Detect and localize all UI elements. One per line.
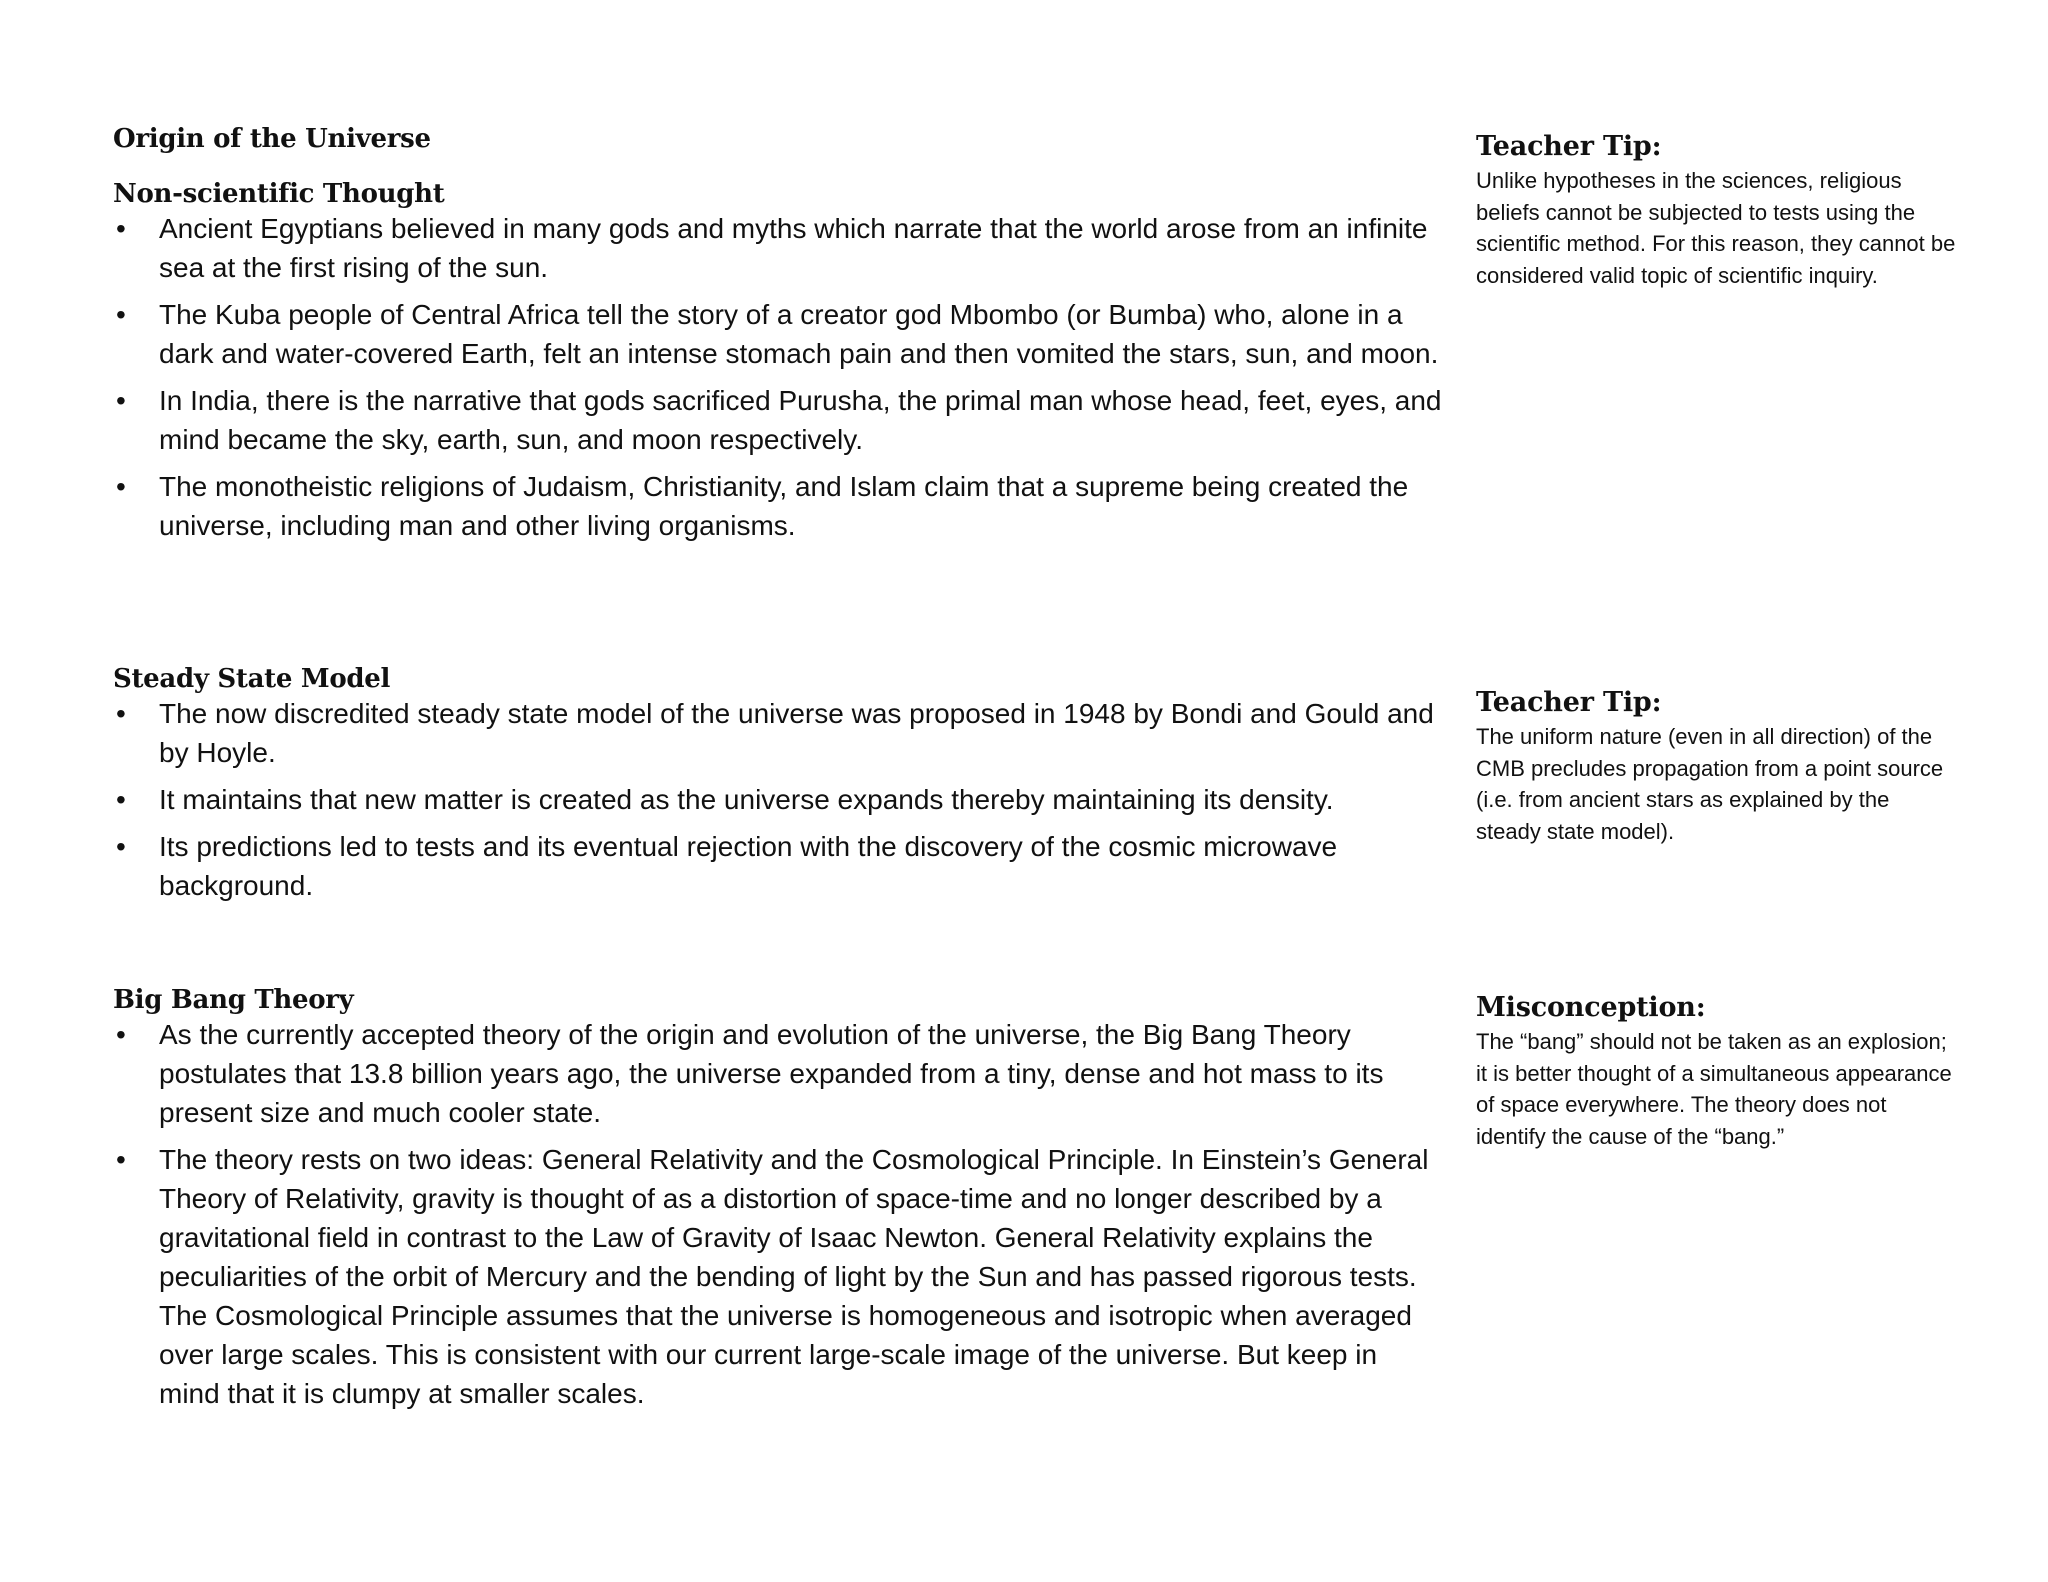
list-item-text: As the currently accepted theory of the origin and evolution of the universe, the Big Bang Theory postulates that 13.8 billion years ago, the universe expanded from a tiny, dense and hot mass to its present size and much cooler state. [159,1019,1384,1128]
list-item-text: In India, there is the narrative that gods sacrificed Purusha, the primal man whose head, feet, eyes, and mind became the sky, earth, sun, and moon respectively. [159,385,1442,455]
bullet-icon: • [116,299,126,330]
list-item-text: Its predictions led to tests and its eventual rejection with the discovery of the cosmic microwave background. [159,831,1338,901]
section-heading: Big Bang Theory [113,985,354,1015]
bullet-icon: • [116,213,126,244]
note-text: The “bang” should not be taken as an explosion; it is better thought of a simultaneous appearance of space everywhere. The theory does not identify the cause of the “bang.” [1476,1029,1952,1149]
list-item-text: The now discredited steady state model of the universe was proposed in 1948 by Bondi and Gould and by Hoyle. [159,698,1434,768]
bullet-icon: • [116,385,126,416]
list-item [113,827,1443,905]
list-item-text: Ancient Egyptians believed in many gods and myths which narrate that the world arose from an infinite sea at the first rising of the sun. [159,213,1428,283]
teacher-tip-note [1476,687,1956,847]
list-item [113,780,1443,819]
teacher-tip-note [1476,131,1956,291]
section-heading: Steady State Model [113,664,391,694]
list-item [113,694,1443,772]
section-steady-state-model [113,664,1443,913]
misconception-note [1476,992,1956,1152]
note-text: Unlike hypotheses in the sciences, religious beliefs cannot be subjected to tests using the scientific method. For this reason, they cannot be considered valid topic of scientific inquiry. [1476,168,1956,288]
list-item-text: It maintains that new matter is created as the universe expands thereby maintaining its density. [159,784,1334,815]
list-item [113,381,1443,459]
bullet-icon: • [116,1019,126,1050]
list-item-text: The theory rests on two ideas: General Relativity and the Cosmological Principle. In Einstein’s General Theory of Relativity, gravity is thought of as a distortion of space-time and no longer described by a gravitational field in contrast to the Law of Gravity of Isaac Newton. General Relativity explains the peculiarities of the orbit of Mercury and the bending of light by the Sun and has passed rigorous tests. The Cosmological Principle assumes that the universe is homogeneous and isotropic when averaged over large scales. This is consistent with our current large-scale image of the universe. But keep in mind that it is clumpy at smaller scales. [159,1144,1429,1409]
list-item [113,1140,1443,1413]
bullet-list [113,1015,1443,1413]
list-item [113,209,1443,287]
bullet-icon: • [116,698,126,729]
bullet-list [113,209,1443,545]
list-item [113,1015,1443,1132]
bullet-icon: • [116,471,126,502]
bullet-icon: • [116,784,126,815]
section-heading: Non-scientific Thought [113,179,445,209]
bullet-icon: • [116,1144,126,1175]
note-heading: Teacher Tip: [1476,131,1662,162]
section-big-bang-theory [113,985,1443,1421]
list-item [113,467,1443,545]
page-title: Origin of the Universe [113,124,431,154]
list-item-text: The Kuba people of Central Africa tell the story of a creator god Mbombo (or Bumba) who, alone in a dark and water-covered Earth, felt an intense stomach pain and then vomited the stars, sun, and moon. [159,299,1439,369]
section-non-scientific-thought [113,179,1443,553]
note-text: The uniform nature (even in all direction) of the CMB precludes propagation from a point source (i.e. from ancient stars as explained by the steady state model). [1476,724,1944,844]
bullet-list [113,694,1443,905]
note-heading: Misconception: [1476,992,1706,1023]
list-item [113,295,1443,373]
list-item-text: The monotheistic religions of Judaism, Christianity, and Islam claim that a supreme being created the universe, including man and other living organisms. [159,471,1409,541]
note-heading: Teacher Tip: [1476,687,1662,718]
bullet-icon: • [116,831,126,862]
